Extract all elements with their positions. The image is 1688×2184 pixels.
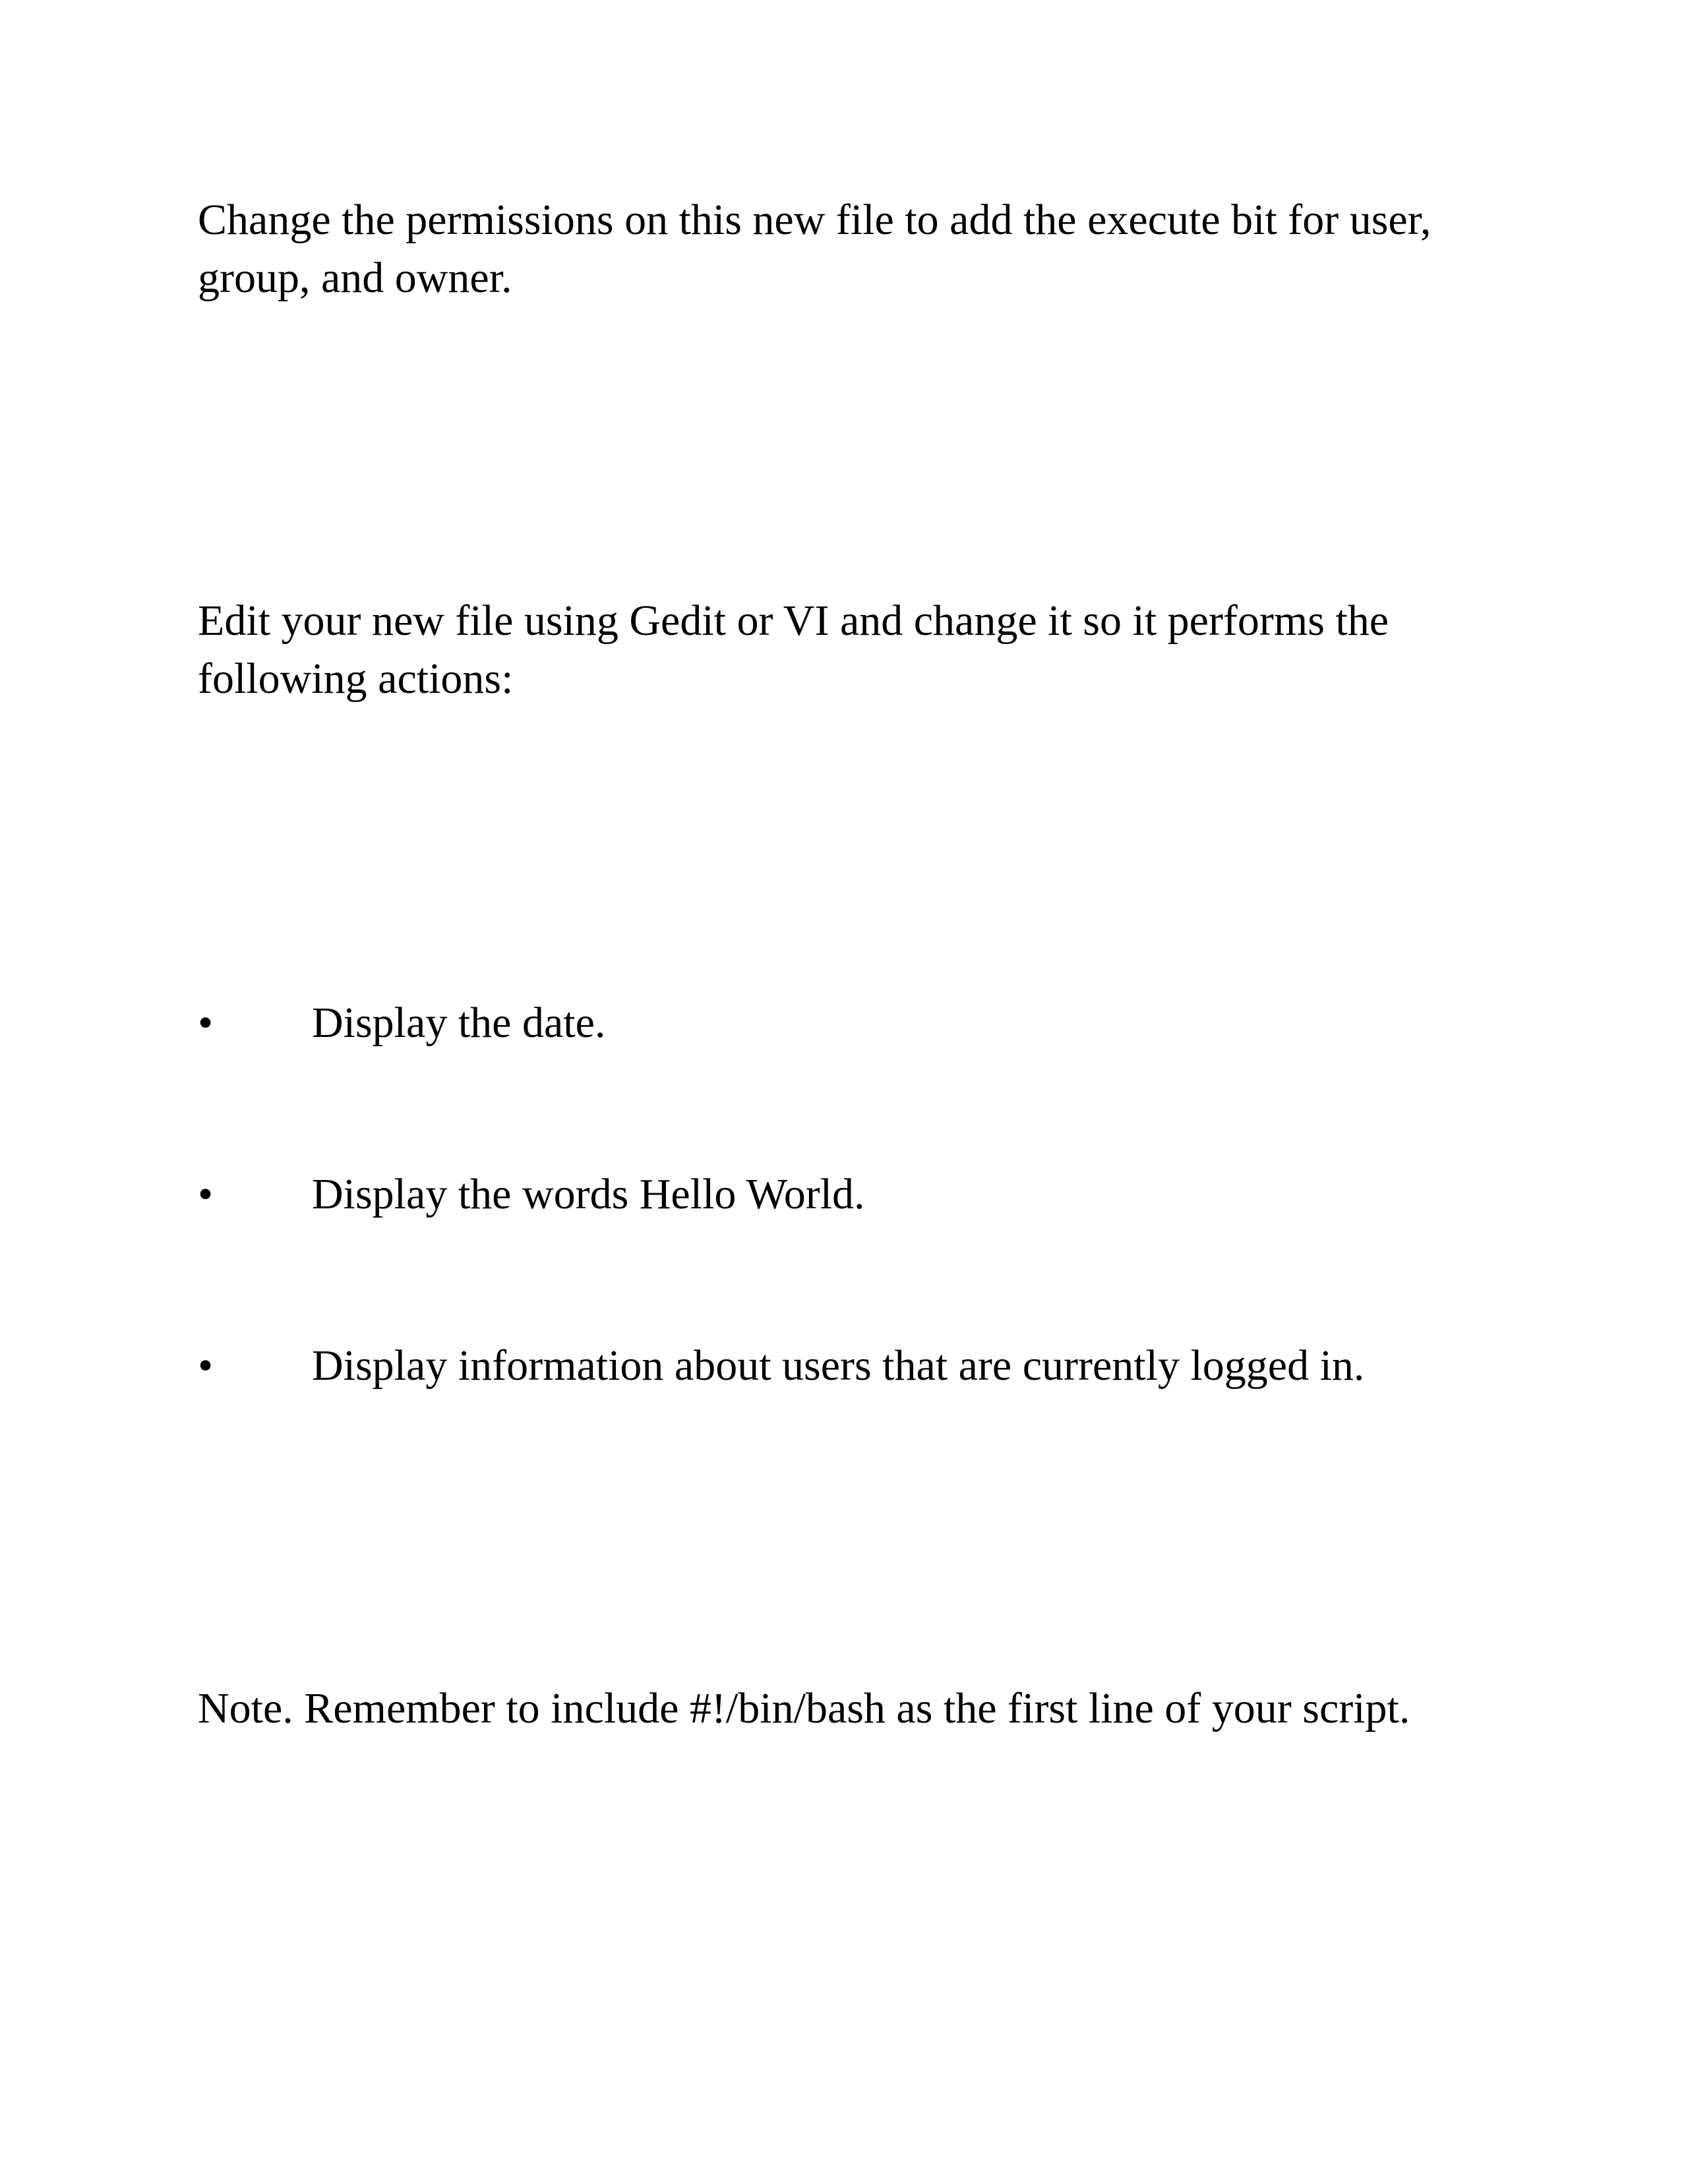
bullet-icon: • (198, 999, 214, 1047)
permissions-instruction: Change the permissions on this new file to add the execute bit for user, group, and owner. (198, 196, 1432, 302)
list-item-text: Display the date. (312, 999, 606, 1047)
edit-instruction: Edit your new file using Gedit or VI and change it so it performs the following actions: (198, 597, 1389, 703)
bullet-icon: • (198, 1342, 214, 1390)
note-text: Note. Remember to include #!/bin/bash as the first line of your script. (198, 1684, 1410, 1732)
bullet-icon: • (198, 1170, 214, 1218)
list-item-text: Display information about users that are currently logged in. (312, 1342, 1365, 1390)
list-item-text: Display the words Hello World. (312, 1170, 865, 1218)
